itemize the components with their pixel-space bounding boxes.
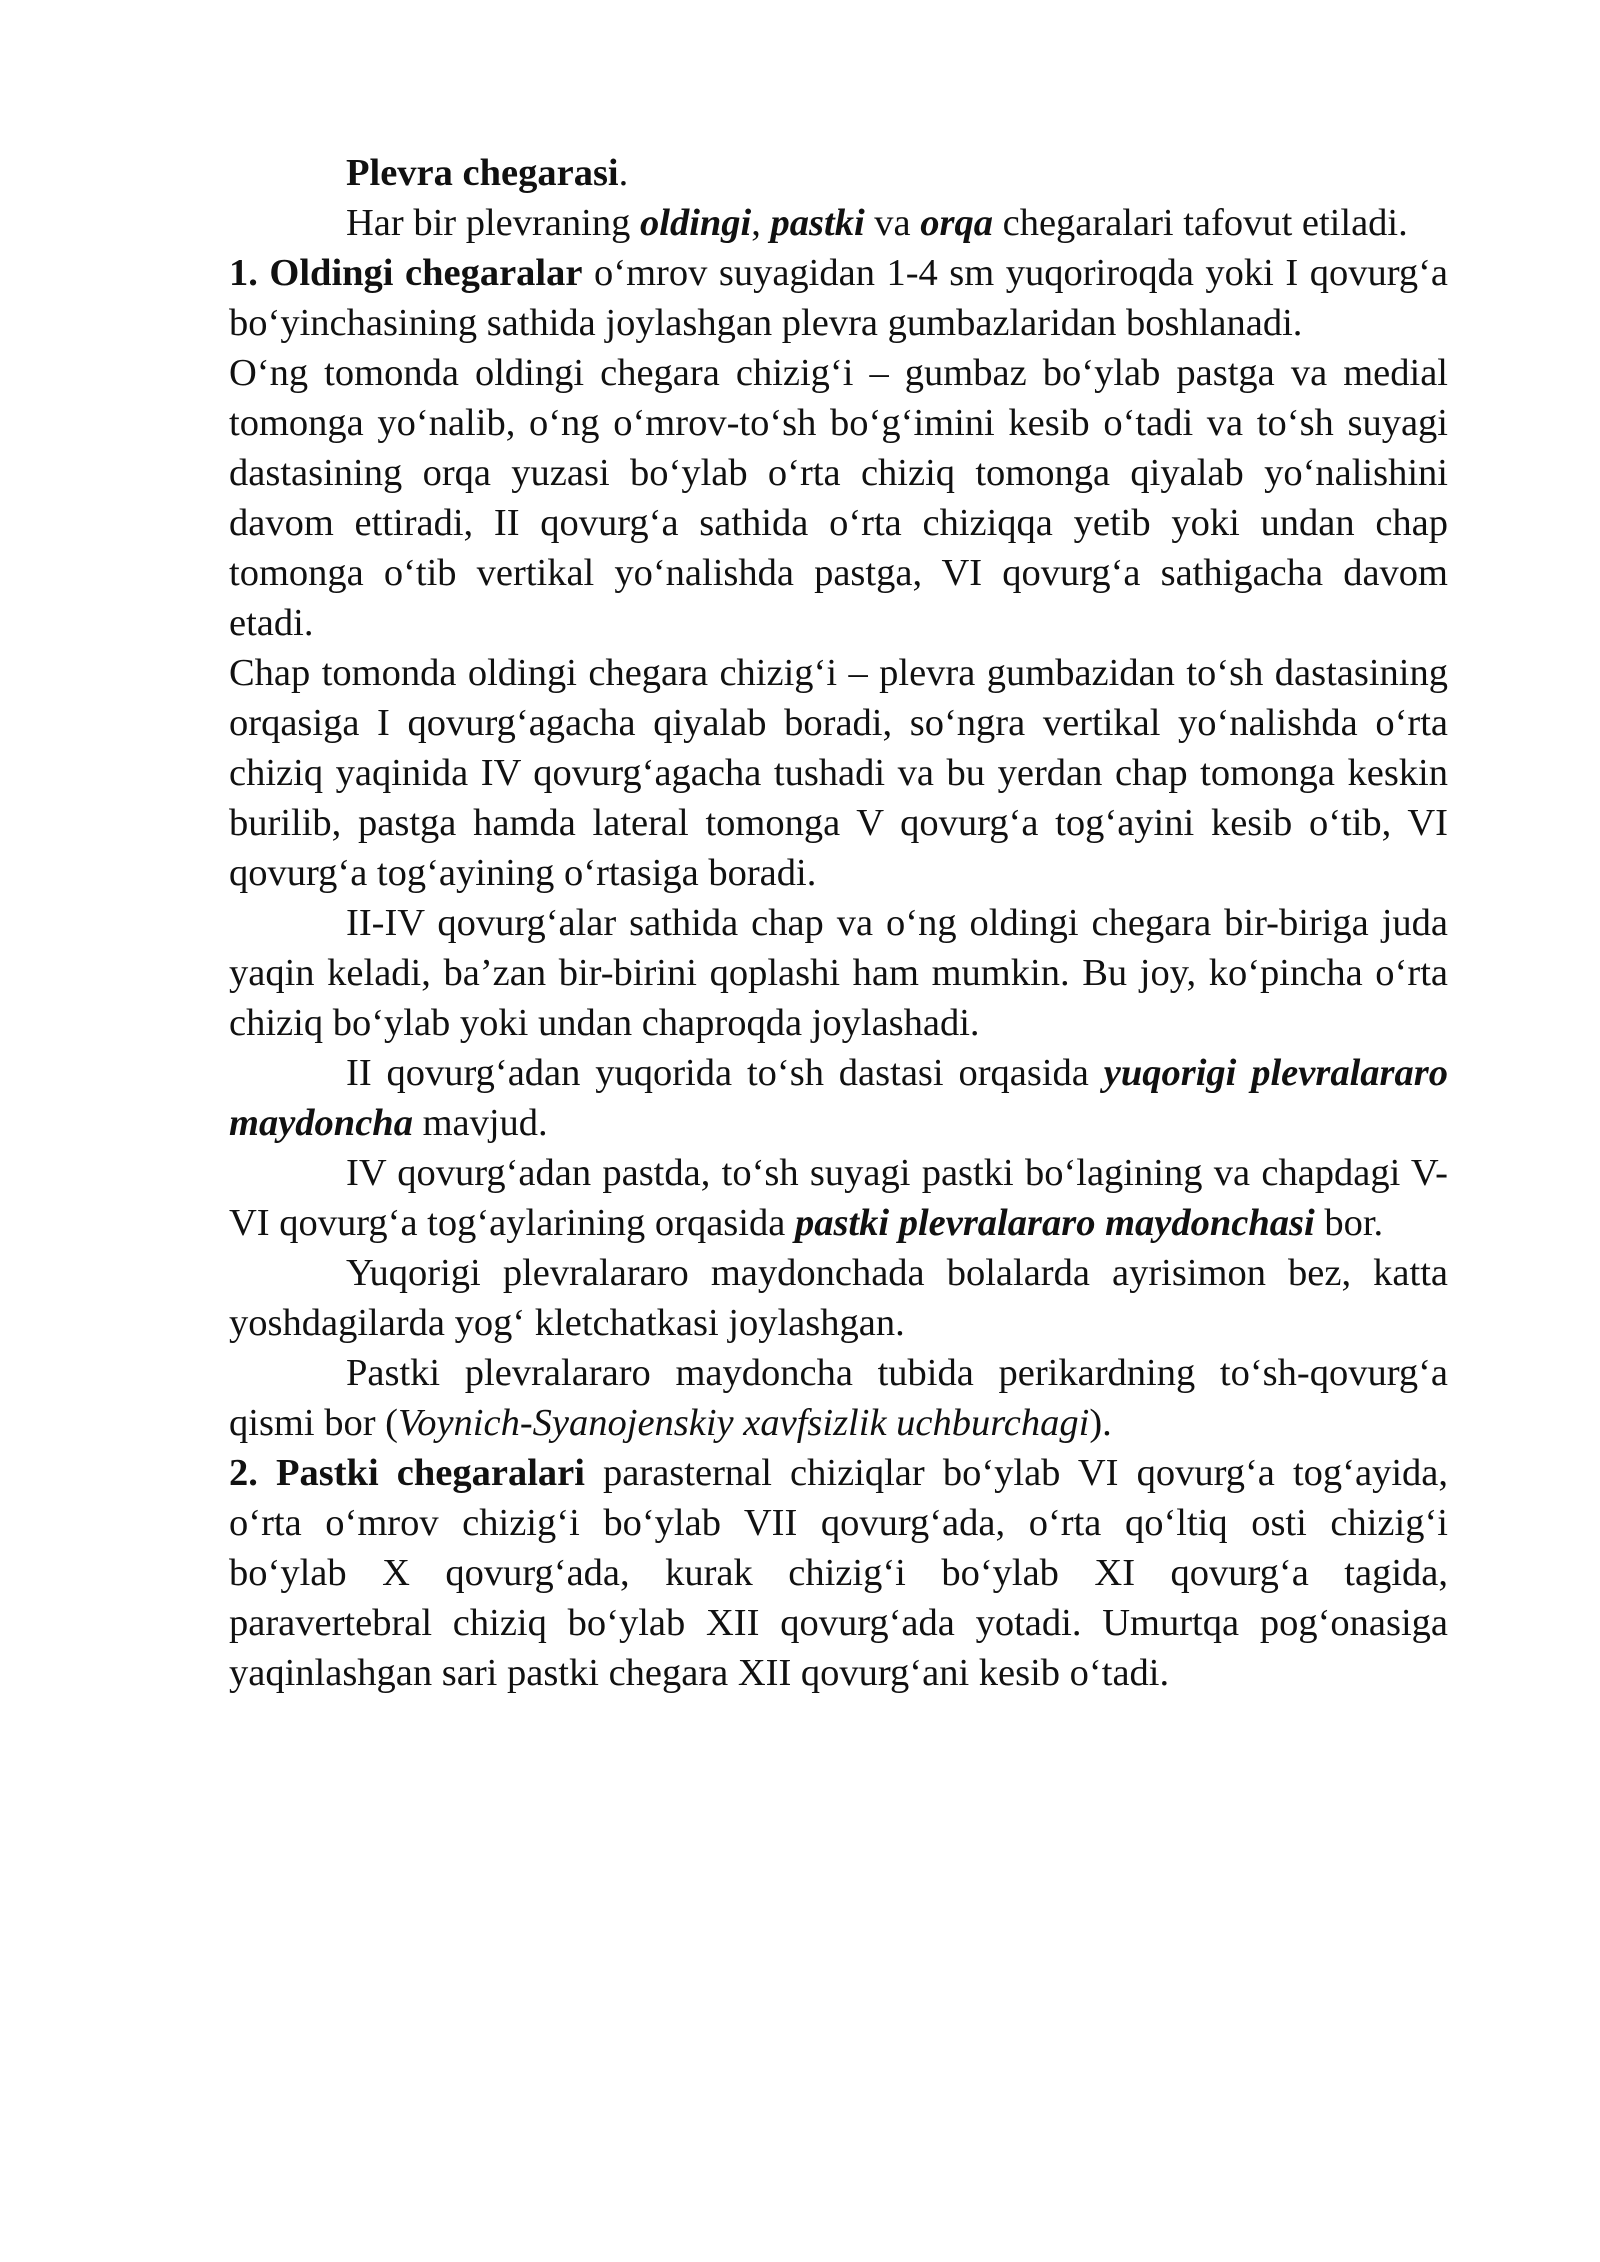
right-border-paragraph: O‘ng tomonda oldingi chegara chizig‘i – gumbaz bo‘ylab pastga va medial tomonga yo‘nalib, o‘ng o‘mrov-to‘sh bo‘g‘imini kesib o‘tadi va to‘sh suyagi dastasining orqa yuzasi bo‘ylab o‘rta chiziq tomonga qiyalab yo‘nalishini davom ettiradi, II qovurg‘a sathida o‘rta chiziqqa yetib yoki undan chap tomonga o‘tib vertikal yo‘nalishda pastga, VI qovurg‘a sathigacha davom etadi.	[229, 352, 1448, 644]
lower-area-end: bor.	[1314, 1202, 1384, 1244]
lower-area-term: pastki plevralararo maydonchasi	[794, 1202, 1315, 1244]
left-border-paragraph: Chap tomonda oldingi chegara chizig‘i – plevra gumbazidan to‘sh dastasining orqasiga I qovurg‘agacha qiyalab boradi, so‘ngra vertikal yo‘nalishda o‘rta chiziq yaqinida IV qovurg‘agacha tushadi va bu yerdan chap tomonga keskin burilib, pastga hamda lateral tomonga V qovurg‘a tog‘ayini kesib o‘tib, VI qovurg‘a tog‘ayining o‘rtasiga boradi.	[229, 652, 1448, 894]
term-oldingi: oldingi	[640, 202, 752, 244]
upper-area-paragraph	[229, 1048, 1448, 1148]
intro-va: va	[864, 202, 921, 244]
thymus-paragraph: Yuqorigi plevralararo maydonchada bolalarda ayrisimon bez, katta yoshdagilarda yog‘ kletchatkasi joylashgan.	[229, 1252, 1448, 1344]
section-1-paragraph	[229, 248, 1448, 348]
upper-area-end: mavjud.	[412, 1102, 548, 1144]
section-1-text: o‘mrov suyagidan 1-4 sm yuqoriroqda yoki I qovurg‘a bo‘yinchasining sathida joylashgan plevra gumbazlaridan boshlanadi.	[229, 252, 1449, 344]
heading-text: Plevra chegarasi	[346, 152, 619, 194]
intro-comma: ,	[751, 202, 771, 244]
pericard-paragraph	[229, 1348, 1448, 1448]
section-1-label: 1. Oldingi chegaralar	[229, 252, 583, 294]
upper-area-term: yuqorigi plevralararo maydoncha	[229, 1052, 1448, 1144]
section-2-text: parasternal chiziqlar bo‘ylab VI qovurg‘a tog‘ayida, o‘rta o‘mrov chizig‘i bo‘ylab VII qovurg‘ada, o‘rta qo‘ltiq osti chizig‘i bo‘ylab X qovurg‘ada, kurak chizig‘i bo‘ylab XI qovurg‘a tagida, paravertebral chiziq bo‘ylab XII qovurg‘ada yotadi. Umurtqa pog‘onasiga yaqinlashgan sari pastki chegara XII qovurg‘ani kesib o‘tadi.	[229, 1452, 1448, 1694]
term-pastki: pastki	[770, 202, 865, 244]
lower-area-paragraph	[229, 1148, 1448, 1248]
upper-area-text: II qovurg‘adan yuqorida to‘sh dastasi orqasida	[346, 1052, 1104, 1094]
section-2-paragraph	[229, 1448, 1448, 1698]
document-page	[229, 148, 1448, 1698]
pericard-end: ).	[1089, 1402, 1112, 1444]
section-heading	[229, 148, 1448, 198]
intro-rest: chegaralari tafovut etiladi.	[992, 202, 1408, 244]
pericard-text: Pastki plevralararo maydoncha tubida perikardning to‘sh-qovurg‘a qismi bor (	[229, 1352, 1448, 1444]
pericard-term: Voynich-Syanojenskiy xavfsizlik uchburchagi	[397, 1402, 1090, 1444]
intro-paragraph	[229, 198, 1448, 248]
term-orqa: orqa	[920, 202, 993, 244]
section-2-label: 2. Pastki chegaralari	[229, 1452, 585, 1494]
ii-iv-paragraph: II-IV qovurg‘alar sathida chap va o‘ng oldingi chegara bir-biriga juda yaqin keladi, ba’zan bir-birini qoplashi ham mumkin. Bu joy, ko‘pincha o‘rta chiziq bo‘ylab yoki undan chaproqda joylashadi.	[229, 902, 1448, 1044]
intro-text: Har bir plevraning	[346, 202, 640, 244]
heading-period: .	[618, 152, 629, 194]
lower-area-text: IV qovurg‘adan pastda, to‘sh suyagi pastki bo‘lagining va chapdagi V-VI qovurg‘a tog‘aylarining orqasida	[229, 1152, 1448, 1244]
